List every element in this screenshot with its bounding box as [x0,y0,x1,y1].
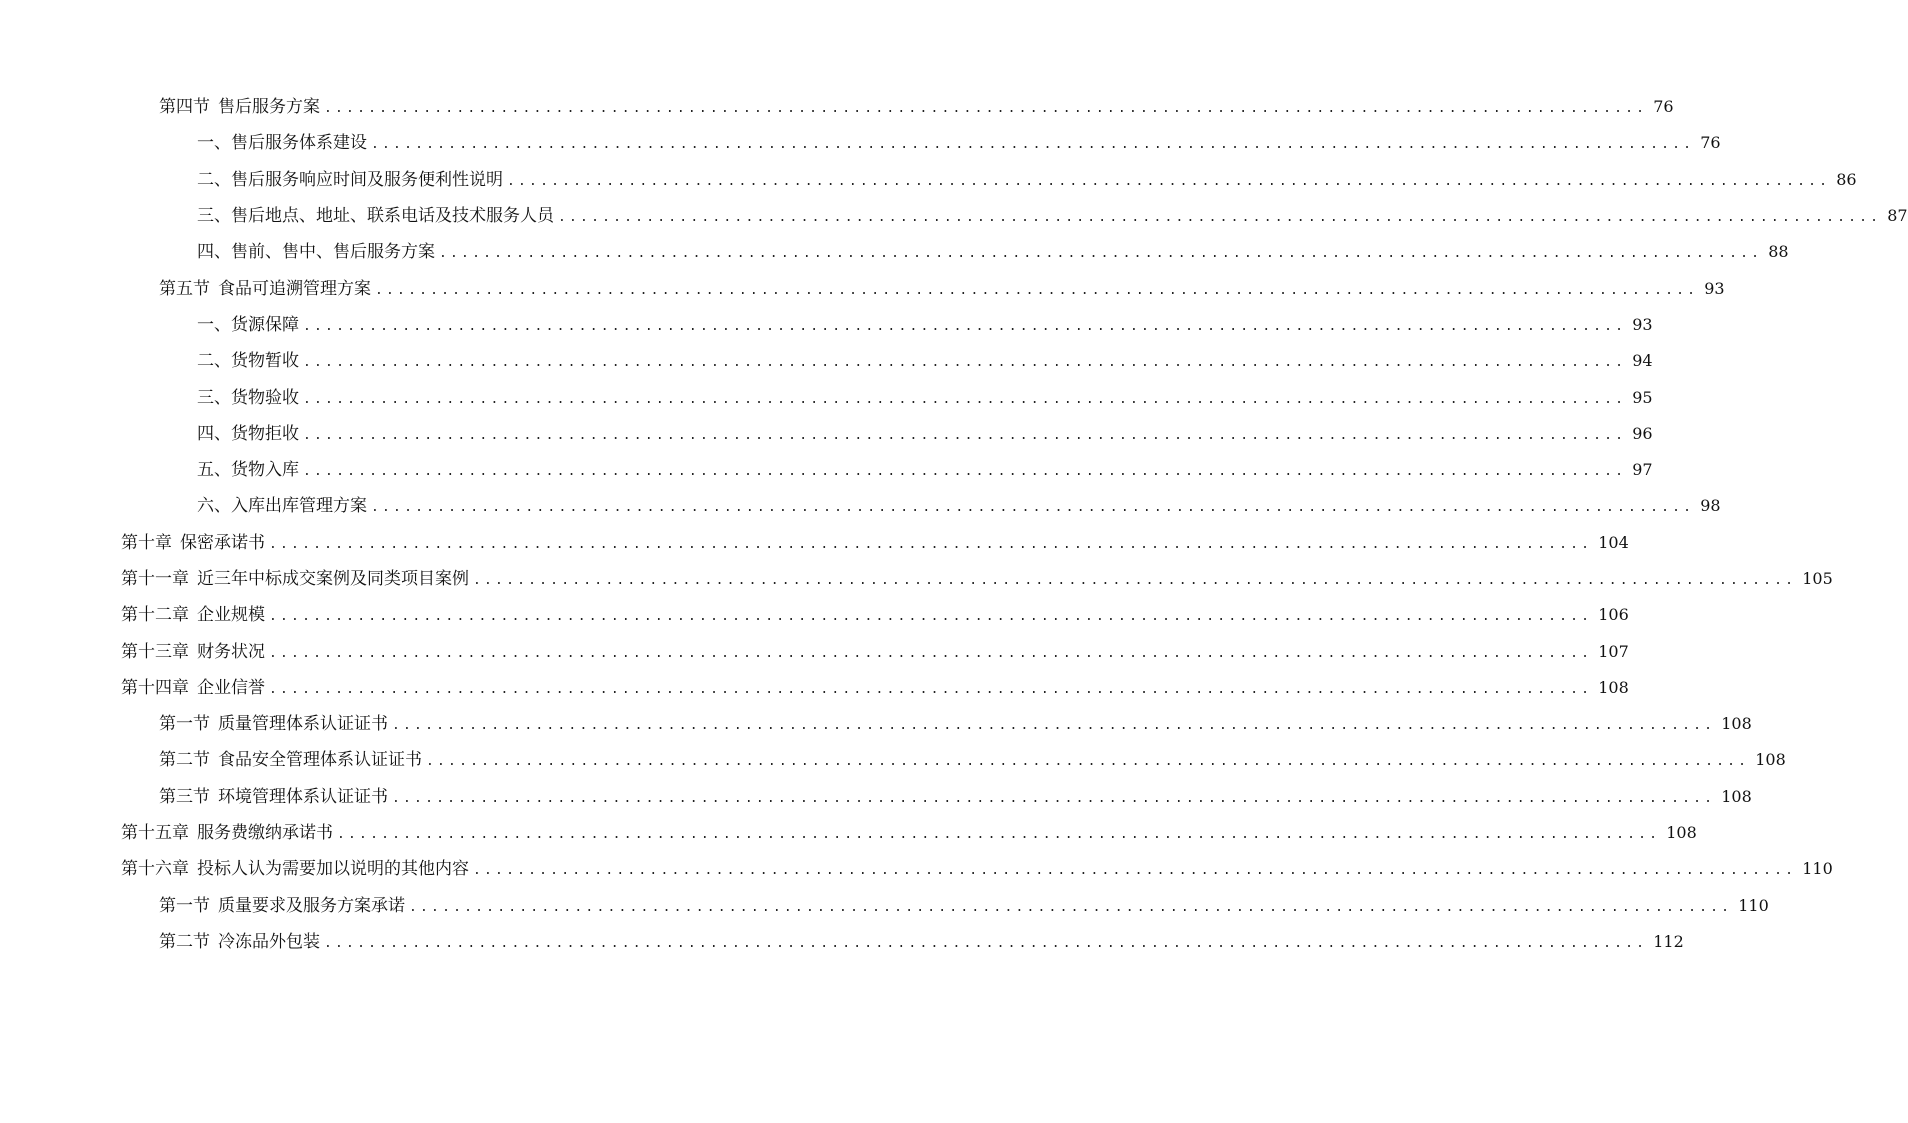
toc-dot-leader: ........................................................................................................................ [303,318,1627,334]
toc-dot-leader: ........................................................................................................................ [269,681,1593,697]
toc-entry-title: 企业规模 [197,605,265,626]
toc-entry[interactable] [0,307,1653,343]
toc-dot-leader: ........................................................................................................................ [269,645,1593,661]
toc-entry-page: 108 [1755,750,1786,770]
toc-entry-page: 86 [1836,169,1857,189]
toc-entry-title: 质量要求及服务方案承诺 [218,895,405,916]
toc-entry[interactable] [0,525,1629,561]
toc-entry[interactable] [0,815,1697,851]
toc-dot-leader: ........................................................................................................................ [473,863,1797,879]
toc-entry-page: 87 [1887,206,1908,226]
toc-entry-title: 冷冻品外包装 [218,931,320,952]
toc-dot-leader: ........................................................................................................................ [303,355,1627,371]
toc-entry[interactable] [0,851,1833,887]
toc-entry-title: 服务费缴纳承诺书 [197,823,333,844]
toc-entry[interactable] [0,633,1629,669]
toc-entry[interactable] [0,706,1752,742]
toc-entry[interactable] [0,452,1653,488]
toc-entry[interactable] [0,234,1789,270]
toc-entry-page: 95 [1632,387,1653,407]
toc-entry-number: 第十章 [121,532,172,553]
toc-dot-leader: ........................................................................................................................ [392,790,1716,806]
toc-entry-title: 保密承诺书 [180,532,265,553]
toc-dot-leader: ........................................................................................................................ [558,210,1882,226]
toc-dot-leader: ........................................................................................................................ [337,827,1661,843]
toc-entry[interactable] [0,270,1725,306]
toc-dot-leader: ........................................................................................................................ [392,718,1716,734]
toc-entry[interactable] [0,779,1752,815]
toc-entry-title: 企业信誉 [197,677,265,698]
toc-entry-title: 货源保障 [231,314,299,335]
toc-entry-number: 六、 [197,496,231,517]
toc-entry-page: 96 [1632,423,1653,443]
toc-dot-leader: ........................................................................................................................ [439,246,1763,262]
toc-entry-title: 售后服务方案 [218,97,320,118]
toc-entry[interactable] [0,125,1721,161]
toc-entry-number: 第十三章 [121,641,189,662]
toc-entry-number: 第一节 [159,714,210,735]
toc-entry[interactable] [0,379,1653,415]
toc-entry-number: 四、 [197,242,231,263]
toc-entry-number: 第二节 [159,750,210,771]
toc-entry-title: 近三年中标成交案例及同类项目案例 [197,569,469,589]
table-of-contents [0,89,1908,960]
toc-entry[interactable] [0,561,1833,597]
toc-entry-page: 107 [1598,641,1629,661]
toc-entry-page: 93 [1632,314,1653,334]
toc-dot-leader: ........................................................................................................................ [324,101,1648,117]
toc-entry-number: 第十二章 [121,605,189,626]
toc-entry[interactable] [0,162,1857,198]
toc-dot-leader: ........................................................................................................................ [303,464,1627,480]
toc-entry-title: 售后地点、地址、联系电话及技术服务人员 [231,206,554,227]
toc-entry-number: 第十六章 [121,859,189,880]
toc-entry-title: 货物拒收 [231,423,299,444]
toc-entry-number: 一、 [197,133,231,154]
toc-entry[interactable] [0,198,1908,234]
toc-entry-number: 第二节 [159,931,210,952]
toc-entry-title: 质量管理体系认证证书 [218,714,388,735]
toc-entry-title: 货物暂收 [231,351,299,372]
toc-dot-leader: ........................................................................................................................ [473,573,1797,588]
toc-dot-leader: ........................................................................................................................ [371,137,1695,153]
toc-entry-page: 88 [1768,242,1789,262]
toc-entry-title: 入库出库管理方案 [231,496,367,517]
toc-entry-page: 106 [1598,605,1629,625]
toc-entry-number: 第一节 [159,895,210,916]
toc-entry-page: 98 [1700,496,1721,516]
toc-entry-title: 售后服务体系建设 [231,133,367,154]
toc-entry-number: 第五节 [159,278,210,299]
toc-entry-number: 五、 [197,460,231,481]
toc-entry-page: 108 [1721,786,1752,806]
toc-entry-number: 第十五章 [121,823,189,844]
toc-entry-number: 四、 [197,423,231,444]
toc-entry-page: 108 [1598,677,1629,697]
toc-entry[interactable] [0,597,1629,633]
toc-entry-page: 76 [1700,133,1721,153]
toc-dot-leader: ........................................................................................................................ [303,427,1627,443]
toc-entry[interactable] [0,888,1769,924]
toc-entry[interactable] [0,89,1674,125]
toc-entry-number: 三、 [197,387,231,408]
toc-entry-number: 一、 [197,314,231,335]
toc-entry[interactable] [0,488,1721,524]
toc-entry-title: 货物验收 [231,387,299,408]
toc-entry[interactable] [0,343,1653,379]
toc-dot-leader: ........................................................................................................................ [324,935,1648,951]
toc-dot-leader: ........................................................................................................................ [375,282,1699,298]
toc-entry-number: 三、 [197,206,231,227]
toc-dot-leader: ........................................................................................................................ [426,754,1750,770]
toc-entry-page: 108 [1721,714,1752,734]
toc-entry-page: 105 [1802,569,1833,588]
toc-entry-page: 108 [1666,823,1697,843]
toc-entry-title: 售后服务响应时间及服务便利性说明 [231,169,503,190]
toc-entry-page: 97 [1632,460,1653,480]
toc-dot-leader: ........................................................................................................................ [409,899,1733,915]
toc-dot-leader: ........................................................................................................................ [269,609,1593,625]
toc-entry-page: 76 [1653,97,1674,117]
toc-entry-page: 104 [1598,532,1629,552]
toc-entry[interactable] [0,742,1786,778]
toc-entry[interactable] [0,416,1653,452]
toc-entry-number: 第三节 [159,786,210,807]
toc-entry-page: 112 [1653,931,1684,951]
toc-dot-leader: ........................................................................................................................ [507,173,1831,189]
toc-entry-title: 售前、售中、售后服务方案 [231,242,435,263]
toc-entry-number: 二、 [197,351,231,372]
toc-dot-leader: ........................................................................................................................ [371,500,1695,516]
toc-entry-page: 94 [1632,351,1653,371]
toc-entry-page: 110 [1802,859,1833,879]
toc-entry-title: 食品安全管理体系认证证书 [218,750,422,771]
toc-dot-leader: ........................................................................................................................ [269,536,1593,552]
toc-entry-number: 第十一章 [121,569,189,589]
toc-entry-title: 投标人认为需要加以说明的其他内容 [197,859,469,880]
toc-entry-page: 110 [1738,895,1769,915]
toc-entry-number: 二、 [197,169,231,190]
toc-entry-title: 食品可追溯管理方案 [218,278,371,299]
toc-entry-page: 93 [1704,278,1725,298]
toc-entry[interactable] [0,924,1684,960]
toc-entry-title: 货物入库 [231,460,299,481]
toc-entry-title: 财务状况 [197,641,265,662]
toc-entry-number: 第十四章 [121,677,189,698]
toc-dot-leader: ........................................................................................................................ [303,391,1627,407]
toc-entry-title: 环境管理体系认证证书 [218,786,388,807]
toc-entry-number: 第四节 [159,97,210,118]
toc-entry[interactable] [0,670,1629,706]
